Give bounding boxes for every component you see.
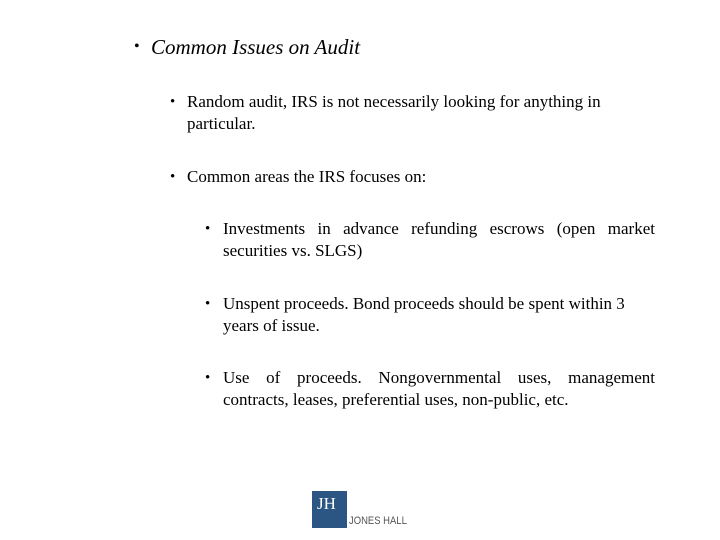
logo-mark: JH (317, 494, 336, 513)
bullet-marker: • (170, 169, 176, 185)
bullet-item (170, 166, 665, 188)
logo-name: JONES HALL (349, 515, 407, 527)
sub-bullet-text: Investments in advance refunding escrows (open market securities vs. SLGS) (223, 219, 655, 260)
sub-bullet-text: Unspent proceeds. Bond proceeds should be spent within 3 years of issue. (223, 294, 625, 335)
bullet-marker: • (170, 94, 176, 110)
bullet-marker: • (205, 296, 211, 312)
bullet-text: Random audit, IRS is not necessarily looking for anything in particular. (187, 92, 601, 133)
sub-bullet-item (205, 367, 655, 411)
sub-bullet-item (205, 218, 655, 262)
bullet-item (170, 91, 665, 135)
bullet-marker: • (205, 370, 211, 386)
bullet-text: Common areas the IRS focuses on: (187, 167, 427, 186)
slide-title (134, 34, 654, 60)
logo-mark-box (312, 491, 347, 528)
sub-bullet-text: Use of proceeds. Nongovernmental uses, management contracts, leases, preferential uses, non-public, etc. (223, 368, 655, 409)
title-text: Common Issues on Audit (151, 35, 361, 59)
sub-bullet-item (205, 293, 655, 337)
title-bullet: • (134, 38, 140, 55)
jones-hall-logo (312, 491, 416, 529)
bullet-marker: • (205, 221, 211, 237)
